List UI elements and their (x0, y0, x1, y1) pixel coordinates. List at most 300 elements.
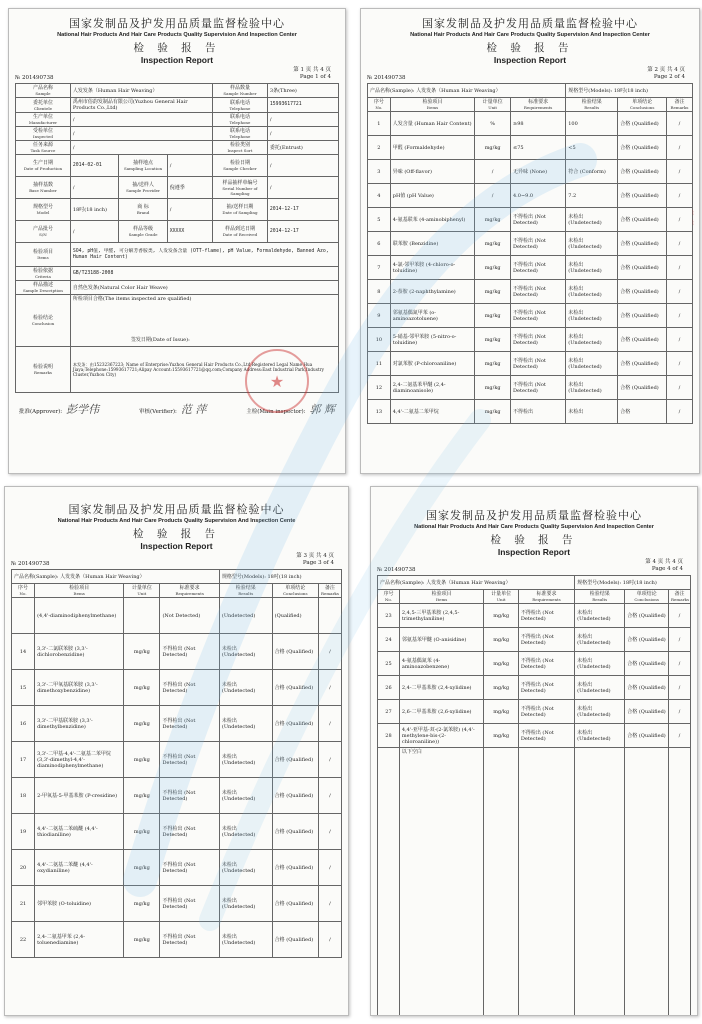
row-unit: mg/kg (484, 628, 518, 652)
row-number: 27 (378, 700, 400, 724)
row-conclusion: 合格 (Qualified) (272, 634, 318, 670)
row-number: 28 (378, 724, 400, 748)
row-conclusion: 合格 (Qualified) (272, 706, 318, 742)
row-item: 异味 (Off-flavor) (390, 160, 475, 184)
row-remark: / (669, 700, 691, 724)
table-row (368, 184, 693, 208)
telephone-value: 15993617721 (267, 98, 338, 113)
row-remark: / (667, 328, 693, 352)
results-table (11, 569, 342, 958)
row-unit: mg/kg (475, 304, 511, 328)
row-number: 11 (368, 352, 391, 376)
inspect-sort-value: 委托(Entrust) (267, 141, 338, 155)
table-row (12, 886, 342, 922)
row-conclusion: 合格 (Qualified) (618, 112, 667, 136)
inspector: 主检(Main inspector): 郭 辉 (246, 403, 335, 416)
table-row (12, 670, 342, 706)
row-unit: mg/kg (124, 814, 160, 850)
row-unit: mg/kg (124, 634, 160, 670)
row-conclusion: 合格 (Qualified) (618, 304, 667, 328)
task-source-value: / (70, 141, 212, 155)
row-item: 2,4-二氨基苯甲醚 (2,4-diaminoanisole) (390, 376, 475, 400)
table-row (378, 652, 691, 676)
clientele-label: 委托单位 Clientele (16, 98, 71, 113)
report-info-table (15, 83, 339, 393)
row-result: 未检出 (Undetected) (219, 886, 272, 922)
row-conclusion: 合格 (Qualified) (272, 886, 318, 922)
row-conclusion: 合格 (Qualified) (625, 700, 669, 724)
row-number: 10 (368, 328, 391, 352)
row-number: 23 (378, 604, 400, 628)
row-unit: mg/kg (484, 724, 518, 748)
row-item: 3,3'-二甲基联苯胺 (3,3'-dimethylbenzidine) (35, 706, 124, 742)
row-requirement: 不得检出 (Not Detected) (511, 280, 566, 304)
center-name-cn: 国家发制品及护发用品质量监督检验中心 (422, 17, 638, 30)
approver: 批准(Approver): 彭学伟 (19, 403, 100, 416)
row-result: 7.2 (566, 184, 618, 208)
report-title-cn: 检 验 报 告 (490, 534, 578, 546)
side-seal-mark: ⌇ ⌇ (689, 209, 697, 228)
sample-name: 产品名称(Sample): 人发发条（Human Hair Weaving） (378, 576, 575, 590)
row-result: 未检出 (Undetected) (219, 778, 272, 814)
row-unit: mg/kg (484, 604, 518, 628)
remarks-label: 检验说明 Remarks (16, 347, 71, 393)
row-result: 未检出 (Undetected) (219, 742, 272, 778)
row-number: 6 (368, 232, 391, 256)
row-number: 15 (12, 670, 35, 706)
row-result: 未检出 (Undetected) (566, 280, 618, 304)
row-number: 25 (378, 652, 400, 676)
row-result: 未检出 (Undetected) (219, 850, 272, 886)
row-remark: / (318, 850, 341, 886)
sample-checker-label: 检验日期 Sample Checker (213, 155, 268, 177)
row-remark: / (667, 184, 693, 208)
row-number: 3 (368, 160, 391, 184)
telephone-label: 联系电话 Telephone (213, 98, 268, 113)
report-title-en: Inspection Report (140, 541, 213, 551)
page-indicator: 第 2 页 共 4 页 Page 2 of 4 (647, 67, 685, 80)
row-number: 1 (368, 112, 391, 136)
row-conclusion: 合格 (Qualified) (272, 670, 318, 706)
conclusion-value: 所检项目合格(The items inspected are qualified) (72, 296, 192, 302)
row-conclusion: 合格 (Qualified) (618, 232, 667, 256)
results-table (367, 83, 693, 424)
row-result: 符合 (Conform) (566, 160, 618, 184)
row-conclusion: 合格 (Qualified) (272, 742, 318, 778)
report-number: № 201490738 (11, 561, 50, 567)
row-remark: / (667, 376, 693, 400)
row-conclusion: 合格 (Qualified) (625, 724, 669, 748)
row-conclusion: 合格 (Qualified) (625, 628, 669, 652)
row-requirement: 不得检出 (Not Detected) (511, 304, 566, 328)
row-requirement: 不得检出 (Not Detected) (518, 604, 574, 628)
row-requirement: 不得检出 (Not Detected) (160, 706, 219, 742)
row-number: 20 (12, 850, 35, 886)
table-row (368, 376, 693, 400)
row-remark: / (669, 604, 691, 628)
row-item: 3,3'-二氯联苯胺 (3,3'-dichlorobenzidine) (35, 634, 124, 670)
row-remark: / (318, 670, 341, 706)
sampling-location-label: 抽样地点 Sampling Location (119, 155, 167, 177)
row-item: pH值 (pH Value) (390, 184, 475, 208)
table-row (12, 742, 342, 778)
row-number: 26 (378, 676, 400, 700)
description-value: 自然色发条(Natural Color Hair Weave) (70, 281, 338, 295)
description-label: 样品描述 Sample Description (16, 281, 71, 295)
row-item: 人发含量 (Human Hair Content) (390, 112, 475, 136)
table-row (368, 112, 693, 136)
row-number: 12 (368, 376, 391, 400)
end-note: 以下空白 (399, 748, 484, 1017)
row-unit: mg/kg (484, 700, 518, 724)
report-number: № 201490738 (377, 567, 416, 573)
table-row (368, 256, 693, 280)
row-result: 未检出 (Undetected) (219, 706, 272, 742)
row-number: 16 (12, 706, 35, 742)
sample-number-value: 3条(Three) (267, 84, 338, 98)
model-spec: 规格型号(Models): 18吋(18 inch) (219, 570, 341, 584)
table-header: 序号 No. 检验项目 Items 计量单位 Unit 标准要求 Requirements 检验结果 Results 单项结论 Conclusions 备注 Remarks (378, 590, 691, 604)
row-unit: mg/kg (124, 850, 160, 886)
row-remark: / (667, 280, 693, 304)
remarks-value: 本发条：由15232367223; Name of Enterprise:Yuzhou General Hair Products Co.,Ltd;Registered Legal Name Hua Jiaya;Telephone:15993617721;Alipay Account:15593617721@qq.com;Company Address:East Industrial Park,Industry Cluster,Yuzhou City) (70, 347, 338, 393)
row-unit: mg/kg (475, 328, 511, 352)
row-remark: / (318, 634, 341, 670)
sampling-location-value: / (167, 155, 212, 177)
table-row (368, 400, 693, 424)
row-item: 对氯苯胺 (P-chloroaniline) (390, 352, 475, 376)
row-requirement: 不得检出 (Not Detected) (511, 328, 566, 352)
task-source-label: 任务来源 Task Source (16, 141, 71, 155)
row-unit: / (475, 160, 511, 184)
row-item: 4,4'-二氨基二苯硫醚 (4,4'-thiodianiline) (35, 814, 124, 850)
row-requirement: 不得检出 (Not Detected) (160, 634, 219, 670)
row-result: 未检出 (Undetected) (575, 604, 625, 628)
row-result: <5 (566, 136, 618, 160)
brand-label: 商 标 Brand (119, 199, 167, 221)
table-row (12, 922, 342, 958)
row-result: 未检出 (Undetected) (566, 256, 618, 280)
row-item: 2,4,5-三甲基苯胺 (2,4,5-trimethylaniline) (399, 604, 484, 628)
report-page-3 (4, 486, 349, 1016)
row-remark: / (318, 922, 341, 958)
row-remark: / (669, 652, 691, 676)
manufacturer-label: 生产单位 Manufacturer (16, 113, 71, 127)
row-unit: mg/kg (475, 256, 511, 280)
sampling-date-value: 2014-12-17 (267, 199, 338, 221)
row-item: 甲醛 (Formaldehyde) (390, 136, 475, 160)
page-indicator: 第 4 页 共 4 页 Page 4 of 4 (645, 559, 683, 572)
row-result: 未检出 (Undetected) (219, 922, 272, 958)
row-conclusion: 合格 (Qualified) (618, 352, 667, 376)
sampling-date-label: 抽/送样日期 Date of Sampling (213, 199, 268, 221)
row-result: 未检出 (Undetected) (566, 232, 618, 256)
row-item: 4,4'-二氨基二苯甲烷 (390, 400, 475, 424)
row-conclusion: 合格 (Qualified) (618, 136, 667, 160)
row-conclusion: 合格 (618, 400, 667, 424)
table-row (368, 160, 693, 184)
sample-checker-value: / (267, 155, 338, 177)
row-item: 2-甲氧基-5-甲基苯胺 (P-cresidine) (35, 778, 124, 814)
row-unit: mg/kg (475, 400, 511, 424)
row-number: 7 (368, 256, 391, 280)
row-requirement: 不得检出 (Not Detected) (518, 676, 574, 700)
row-item: 邻甲苯胺 (O-toluidine) (35, 886, 124, 922)
telephone-value: / (267, 127, 338, 141)
row-conclusion: 合格 (Qualified) (618, 328, 667, 352)
blank-row (378, 748, 691, 1017)
row-conclusion: 合格 (Qualified) (618, 208, 667, 232)
row-requirement: 4.0~9.0 (511, 184, 566, 208)
inspected-value: / (70, 127, 212, 141)
row-remark: / (667, 136, 693, 160)
received-date-label: 样品到达日期 Date of Received (213, 221, 268, 243)
row-remark: / (667, 160, 693, 184)
model-value: 18吋(18 inch) (70, 199, 118, 221)
table-row (368, 208, 693, 232)
items-value: SO4, pH值, 甲醛, 可分解芳香胺类, 人发发条含量 (OTT-flame), pH Value, Formaldehyde, Banned Azo, Human Hair Content) (70, 243, 338, 267)
row-number: 8 (368, 280, 391, 304)
row-unit: mg/kg (475, 280, 511, 304)
table-row (378, 700, 691, 724)
row-conclusion: 合格 (Qualified) (625, 652, 669, 676)
row-number: 13 (368, 400, 391, 424)
row-item: 4,4'-二氨基二苯醚 (4,4'-oxydianiline) (35, 850, 124, 886)
row-result: 未检出 (Undetected) (575, 700, 625, 724)
report-title-en: Inspection Report (493, 55, 567, 65)
row-item: 3,3'-二甲氧基联苯胺 (3,3'-dimethoxybenzidine) (35, 670, 124, 706)
row-result: 未检出 (Undetected) (575, 628, 625, 652)
row-remark: / (318, 886, 341, 922)
row-number: 18 (12, 778, 35, 814)
items-label: 检验项目 Items (16, 243, 71, 267)
row-number: 22 (12, 922, 35, 958)
official-seal (245, 349, 309, 413)
center-name-cn: 国家发制品及护发用品质量监督检验中心 (68, 503, 285, 516)
row-requirement: 不得检出 (Not Detected) (511, 256, 566, 280)
row-remark: / (667, 400, 693, 424)
criteria-value: GB/T23188-2008 (70, 267, 338, 281)
center-name-cn: 国家发制品及护发用品质量监督检验中心 (69, 17, 285, 30)
row-result: 未检出 (Undetected) (219, 670, 272, 706)
table-row (368, 136, 693, 160)
row-result: 未检出 (Undetected) (566, 208, 618, 232)
row-remark: / (318, 778, 341, 814)
row-item: 邻氨基偶氮甲苯 (o-aminoazotoluene) (390, 304, 475, 328)
report-title-en: Inspection Report (140, 55, 214, 65)
row-requirement: 不得检出 (511, 400, 566, 424)
sample-name: 产品名称(Sample): 人发发条（Human Hair Weaving） (368, 84, 566, 98)
row-requirement: 不得检出 (Not Detected) (518, 628, 574, 652)
row-number: 21 (12, 886, 35, 922)
row-unit: mg/kg (124, 778, 160, 814)
row-result: 未检出 (Undetected) (219, 634, 272, 670)
row-item: 2,4-二氨基甲苯 (2,4-toluenediamine) (35, 922, 124, 958)
row-number: 14 (12, 634, 35, 670)
row-conclusion: 合格 (Qualified) (272, 850, 318, 886)
row-item: 2-萘胺 (2-naphthylamine) (390, 280, 475, 304)
row-number: 5 (368, 208, 391, 232)
sample-name: 产品名称(Sample): 人发发条（Human Hair Weaving） (12, 570, 220, 584)
row-result: 未检出 (Undetected) (566, 328, 618, 352)
report-title-en: Inspection Report (497, 547, 571, 557)
page-indicator: 第 1 页 共 4 页 Page 1 of 4 (293, 67, 331, 80)
table-header: 序号 No. 检验项目 Items 计量单位 Unit 标准要求 Requirements 检验结果 Results 单项结论 Conclusions 备注 Remarks (368, 98, 693, 112)
row-item: 4-氨基偶氮苯 (4-aminoazobenzene) (399, 652, 484, 676)
row-conclusion: 合格 (Qualified) (272, 778, 318, 814)
row-unit: mg/kg (124, 742, 160, 778)
row-remark: / (667, 112, 693, 136)
row-requirement: 不得检出 (Not Detected) (511, 208, 566, 232)
row-result: 未检出 (Undetected) (575, 724, 625, 748)
table-row (368, 304, 693, 328)
row-remark: / (667, 232, 693, 256)
row-requirement: 不得检出 (Not Detected) (160, 814, 219, 850)
sample-value: 人发发条（Human Hair Weaving） (70, 84, 212, 98)
row-number (12, 598, 35, 634)
row-conclusion: 合格 (Qualified) (618, 160, 667, 184)
row-result: 未检出 (Undetected) (566, 304, 618, 328)
table-row (12, 814, 342, 850)
manufacturer-value: / (70, 113, 212, 127)
table-row (368, 232, 693, 256)
row-requirement: 不得检出 (Not Detected) (160, 850, 219, 886)
row-requirement: 不得检出 (Not Detected) (511, 376, 566, 400)
clientele-value: 禹州市俗韵发制品有限公司(Yuzhou General Hair Products Co.,Ltd) (70, 98, 212, 113)
center-name-en: National Hair Products And Hair Care Products Quality Supervision And Inspection Center (410, 32, 650, 38)
telephone-label: 联系电话 Telephone (213, 113, 268, 127)
row-remark: / (669, 724, 691, 748)
row-conclusion: 合格 (Qualified) (272, 814, 318, 850)
row-unit: mg/kg (484, 676, 518, 700)
row-remark: / (667, 256, 693, 280)
inspected-label: 受检单位 Inspected (16, 127, 71, 141)
row-conclusion: 合格 (Qualified) (625, 676, 669, 700)
row-remark: / (667, 304, 693, 328)
report-title-cn: 检 验 报 告 (132, 528, 220, 540)
row-conclusion: 合格 (Qualified) (618, 184, 667, 208)
row-requirement: 不得检出 (Not Detected) (160, 922, 219, 958)
sampling-serial-value: / (267, 177, 338, 199)
table-row (368, 352, 693, 376)
table-row (378, 676, 691, 700)
sample-label: 产品名称 Sample (16, 84, 71, 98)
row-result: 未检出 (Undetected) (566, 376, 618, 400)
serial-number-label: 产品批号 S/N (16, 221, 71, 243)
sample-grade-label: 样品等级 Sample Grade (119, 221, 167, 243)
sample-provider-value: 倪遵季 (167, 177, 212, 199)
row-item: 3,3'-二甲基-4,4'-二氨基二苯甲烷 (3,3'-dimethyl-4,4'-diaminodiphenylmethane) (35, 742, 124, 778)
row-remark: / (667, 352, 693, 376)
results-body (12, 598, 342, 958)
row-unit: mg/kg (124, 670, 160, 706)
report-page-4 (370, 486, 698, 1016)
row-requirement: (Not Detected) (160, 598, 219, 634)
row-number: 4 (368, 184, 391, 208)
row-item: 4,4'-亚甲基-双-(2-氯苯胺) (4,4'-methylene-bis-(2-chloroaniline)) (399, 724, 484, 748)
center-name-cn: 国家发制品及护发用品质量监督检验中心 (426, 509, 642, 522)
production-date-label: 生产日期 Date of Production (16, 155, 71, 177)
row-remark: / (667, 208, 693, 232)
criteria-label: 检验依据 Criteria (16, 267, 71, 281)
row-remark: / (669, 676, 691, 700)
row-requirement: 无异味 (None) (511, 160, 566, 184)
row-conclusion: 合格 (Qualified) (272, 922, 318, 958)
row-result: 未检出 (Undetected) (575, 652, 625, 676)
telephone-value: / (267, 113, 338, 127)
table-row (12, 850, 342, 886)
serial-number-value: / (70, 221, 118, 243)
report-number: № 201490738 (15, 75, 54, 81)
table-row (378, 724, 691, 748)
row-result: 未检出 (Undetected) (566, 352, 618, 376)
base-number-value: / (70, 177, 118, 199)
report-title-cn: 检 验 报 告 (486, 42, 574, 54)
model-spec: 规格型号(Models): 18吋(18 inch) (566, 84, 693, 98)
page-indicator: 第 3 页 共 4 页 Page 3 of 4 (296, 553, 334, 566)
row-conclusion: 合格 (Qualified) (625, 604, 669, 628)
row-remark: / (318, 814, 341, 850)
row-item: 5-硝基-邻甲苯胺 (5-nitro-o-toluidine) (390, 328, 475, 352)
brand-value: / (167, 199, 212, 221)
table-row (368, 328, 693, 352)
row-number: 19 (12, 814, 35, 850)
table-row (378, 628, 691, 652)
center-name-en: National Hair Products And Hair Care Products Quality Supervision And Inspection Center (57, 32, 297, 38)
row-result: 100 (566, 112, 618, 136)
row-item: 2,4-二甲基苯胺 (2,4-xylidine) (399, 676, 484, 700)
table-row (12, 598, 342, 634)
row-item: 联苯胺 (Benzidine) (390, 232, 475, 256)
row-requirement: 不得检出 (Not Detected) (511, 232, 566, 256)
report-number: № 201490738 (367, 75, 406, 81)
row-requirement: 不得检出 (Not Detected) (160, 742, 219, 778)
base-number-label: 抽样基数 Base Number (16, 177, 71, 199)
results-body (368, 112, 693, 424)
conclusion-cell (70, 295, 338, 347)
row-number: 24 (378, 628, 400, 652)
table-row (12, 706, 342, 742)
conclusion-label: 检验结论 Conclusion (16, 295, 71, 347)
row-result: (Undetected) (219, 598, 272, 634)
row-unit: mg/kg (475, 232, 511, 256)
telephone-label: 联系电话 Telephone (213, 127, 268, 141)
row-requirement: 不得检出 (Not Detected) (511, 352, 566, 376)
row-unit: mg/kg (124, 886, 160, 922)
row-unit: mg/kg (124, 922, 160, 958)
row-number: 17 (12, 742, 35, 778)
model-spec: 规格型号(Models): 18吋(18 inch) (575, 576, 691, 590)
row-item: 邻氨基苯甲醚 (O-anisidine) (399, 628, 484, 652)
row-unit: / (475, 184, 511, 208)
inspect-sort-label: 检验类别 Inspect Sort (213, 141, 268, 155)
row-requirement: 不得检出 (Not Detected) (160, 886, 219, 922)
row-unit: % (475, 112, 511, 136)
row-requirement: ≥98 (511, 112, 566, 136)
row-result: 未检出 (566, 400, 618, 424)
row-unit: mg/kg (124, 706, 160, 742)
issue-date-label: 签发日期(Date of Issue): (130, 337, 190, 343)
report-page-2 (360, 8, 700, 474)
row-remark: / (318, 706, 341, 742)
row-conclusion: 合格 (Qualified) (618, 256, 667, 280)
center-name-en: National Hair Products And Hair Care Products Quality Supervision And Inspection Center (414, 524, 654, 530)
row-item: (4,4'-diaminodiphenylmethane) (35, 598, 124, 634)
row-remark: / (669, 628, 691, 652)
sampling-serial-label: 样品抽样单编号 Serial Number of Sampling (213, 177, 268, 199)
sample-provider-label: 抽/送样人 Sample Provider (119, 177, 167, 199)
row-unit: mg/kg (475, 208, 511, 232)
